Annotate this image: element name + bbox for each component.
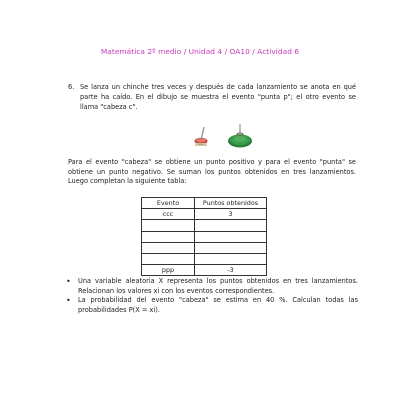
- table-header-row: [142, 198, 267, 209]
- instructions-paragraph: Para el evento "cabeza" se obtiene un punto positivo y para el evento "punta" se obtiene un punto negativo. Se suman los puntos obtenidos en tres lanzamientos. Luego completan la siguiente tabla:: [68, 158, 356, 186]
- points-cell: 3: [195, 209, 267, 220]
- list-item: • La probabilidad del evento "cabeza" se estima en 40 %. Calculan todas las probabilidades P(X = xi).: [64, 296, 358, 315]
- points-cell: [195, 253, 267, 264]
- column-header-evento: Evento: [142, 198, 195, 209]
- list-item: • Una variable aleatoria X representa los puntos obtenidos en tres lanzamientos. Relacionan los valores xi con los eventos correspondientes.: [64, 277, 358, 296]
- points-cell: [195, 231, 267, 242]
- event-cell: ppp: [142, 265, 195, 276]
- page-header: Matemática 2º medio / Unidad 4 / OA10 / Actividad 6: [100, 47, 300, 56]
- bullet-list: [64, 277, 358, 315]
- event-cell: [142, 242, 195, 253]
- table-row: [142, 209, 267, 220]
- points-cell: [195, 220, 267, 231]
- event-cell: [142, 231, 195, 242]
- tack-point-up-icon: [195, 127, 208, 146]
- question-number: 6.: [68, 83, 75, 91]
- table-row: [142, 242, 267, 253]
- event-cell: ccc: [142, 209, 195, 220]
- table-row: [142, 220, 267, 231]
- event-cell: [142, 253, 195, 264]
- column-header-puntos: Puntos obtenidos: [195, 198, 267, 209]
- question-block: [68, 83, 356, 112]
- table-row: [142, 253, 267, 264]
- question-text: Se lanza un chinche tres veces y después de cada lanzamiento se anota en qué parte ha caído. En el dibujo se muestra el evento "punta p"; el otro evento se llama "cabeza c".: [80, 83, 356, 111]
- points-cell: [195, 242, 267, 253]
- points-cell: -3: [195, 265, 267, 276]
- tack-head-down-icon: [228, 124, 252, 148]
- event-cell: [142, 220, 195, 231]
- table-row: [142, 231, 267, 242]
- thumbtack-figures: [180, 120, 260, 156]
- table-row: [142, 265, 267, 276]
- points-table: [141, 197, 267, 276]
